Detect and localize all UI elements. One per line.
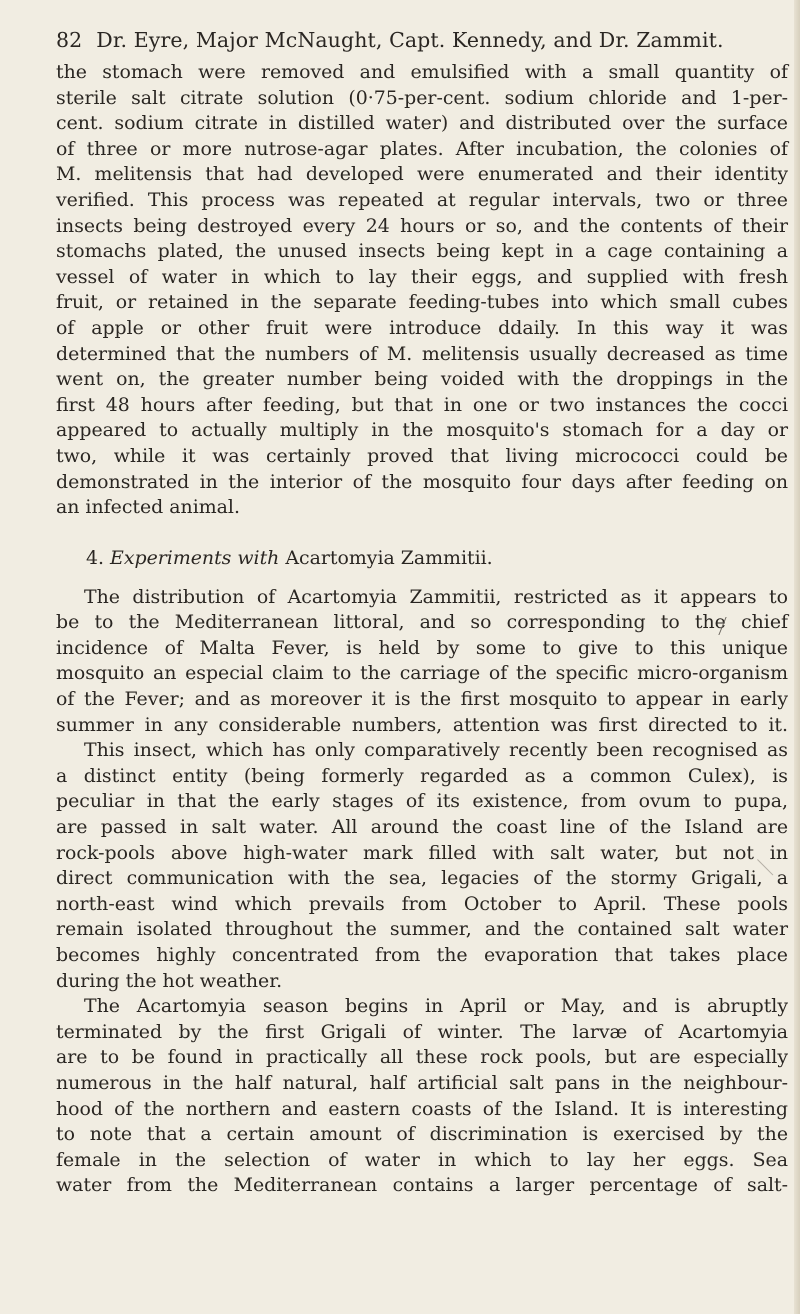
text-line: two, while it was certainly proved that living micrococci could be [56,444,788,467]
text-line: female in the selection of water in which to lay her eggs. Sea [56,1148,788,1171]
running-header [56,28,796,52]
text-line: The Acartomyia season begins in April or May, and is abruptly [84,995,788,1018]
text-line: terminated by the first Grigali of winter. The larvæ of Acartomyia [56,1020,788,1043]
text-line: remain isolated throughout the summer, and the contained salt water [56,918,788,941]
text-line: verified. This process was repeated at regular intervals, two or three [56,188,788,211]
text-line: demonstrated in the interior of the mosquito four days after feeding on [56,470,788,493]
text-line: M. melitensis that had developed were enumerated and their identity [56,163,788,186]
text-line: mosquito an especial claim to the carriage of the specific micro-organism [56,662,788,685]
text-line: The distribution of Acartomyia Zammitii, restricted as it appears to [84,585,788,608]
text-line: north-east wind which prevails from October to April. These pools [56,892,788,915]
text-line: peculiar in that the early stages of its existence, from ovum to pupa, [56,790,788,813]
text-line: cent. sodium citrate in distilled water) and distributed over the surface [56,112,788,135]
text-line: This insect, which has only comparatively recently been recognised as [84,739,788,762]
text-line: went on, the greater number being voided with the droppings in the [56,368,788,391]
text-line: are passed in salt water. All around the coast line of the Island are [56,816,788,839]
text-line: numerous in the half natural, half artificial salt pans in the neighbour- [56,1071,788,1094]
text-line: of three or more nutrose-agar plates. After incubation, the colonies of [56,137,788,160]
text-line: hood of the northern and eastern coasts of the Island. It is interesting [56,1097,788,1120]
text-line: water from the Mediterranean contains a larger percentage of salt- [56,1174,788,1197]
text-line: summer in any considerable numbers, attention was first directed to it. [56,713,788,736]
section-title-italic: Experiments with [110,546,280,569]
paragraph-3 [56,994,788,1199]
section-title-roman: Acartomyia Zammitii. [285,546,493,569]
text-line: insects being destroyed every 24 hours or so, and the contents of their [56,214,788,237]
body-text [56,60,788,1199]
text-line: are to be found in practically all these rock pools, but are especially [56,1046,788,1069]
running-title: Dr. Eyre, Major McNaught, Capt. Kennedy, and Dr. Zammit. [96,28,724,52]
text-line: a distinct entity (being formerly regarded as a common Culex), is [56,764,788,787]
text-line: rock-pools above high-water mark filled with salt water, but not in [56,841,788,864]
text-line: incidence of Malta Fever, is held by some to give to this unique [56,636,788,659]
text-line: appeared to actually multiply in the mosquito's stomach for a day or [56,419,788,442]
section-heading [56,545,788,571]
text-line: of the Fever; and as moreover it is the first mosquito to appear in early [56,688,788,711]
text-line: direct communication with the sea, legacies of the stormy Grigali, a [56,867,788,890]
page-edge-shadow [794,0,800,1314]
section-gap [56,521,788,543]
text-line: an infected animal. [56,496,240,519]
text-line: during the hot weather. [56,969,283,992]
text-line: fruit, or retained in the separate feeding-tubes into which small cubes [56,291,788,314]
text-line: stomachs plated, the unused insects being kept in a cage containing a [56,240,788,263]
text-line: determined that the numbers of M. melitensis usually decreased as time [56,342,788,365]
section-number: 4. [86,546,105,569]
paragraph-2 [56,585,788,995]
text-line: be to the Mediterranean littoral, and so corresponding to the chief [56,611,788,634]
page-number: 82 [56,28,83,52]
text-line: vessel of water in which to lay their eggs, and supplied with fresh [56,265,788,288]
text-line: first 48 hours after feeding, but that in one or two instances the cocci [56,393,788,416]
paragraph-1 [56,60,788,521]
text-line: the stomach were removed and emulsified with a small quantity of [56,61,788,83]
text-line: to note that a certain amount of discrimination is exercised by the [56,1123,788,1146]
text-line: sterile salt citrate solution (0·75-per-cent. sodium chloride and 1-per- [56,86,788,109]
text-line: becomes highly concentrated from the evaporation that takes place [56,944,788,966]
text-line: of apple or other fruit were introduce ddaily. In this way it was [56,316,788,339]
